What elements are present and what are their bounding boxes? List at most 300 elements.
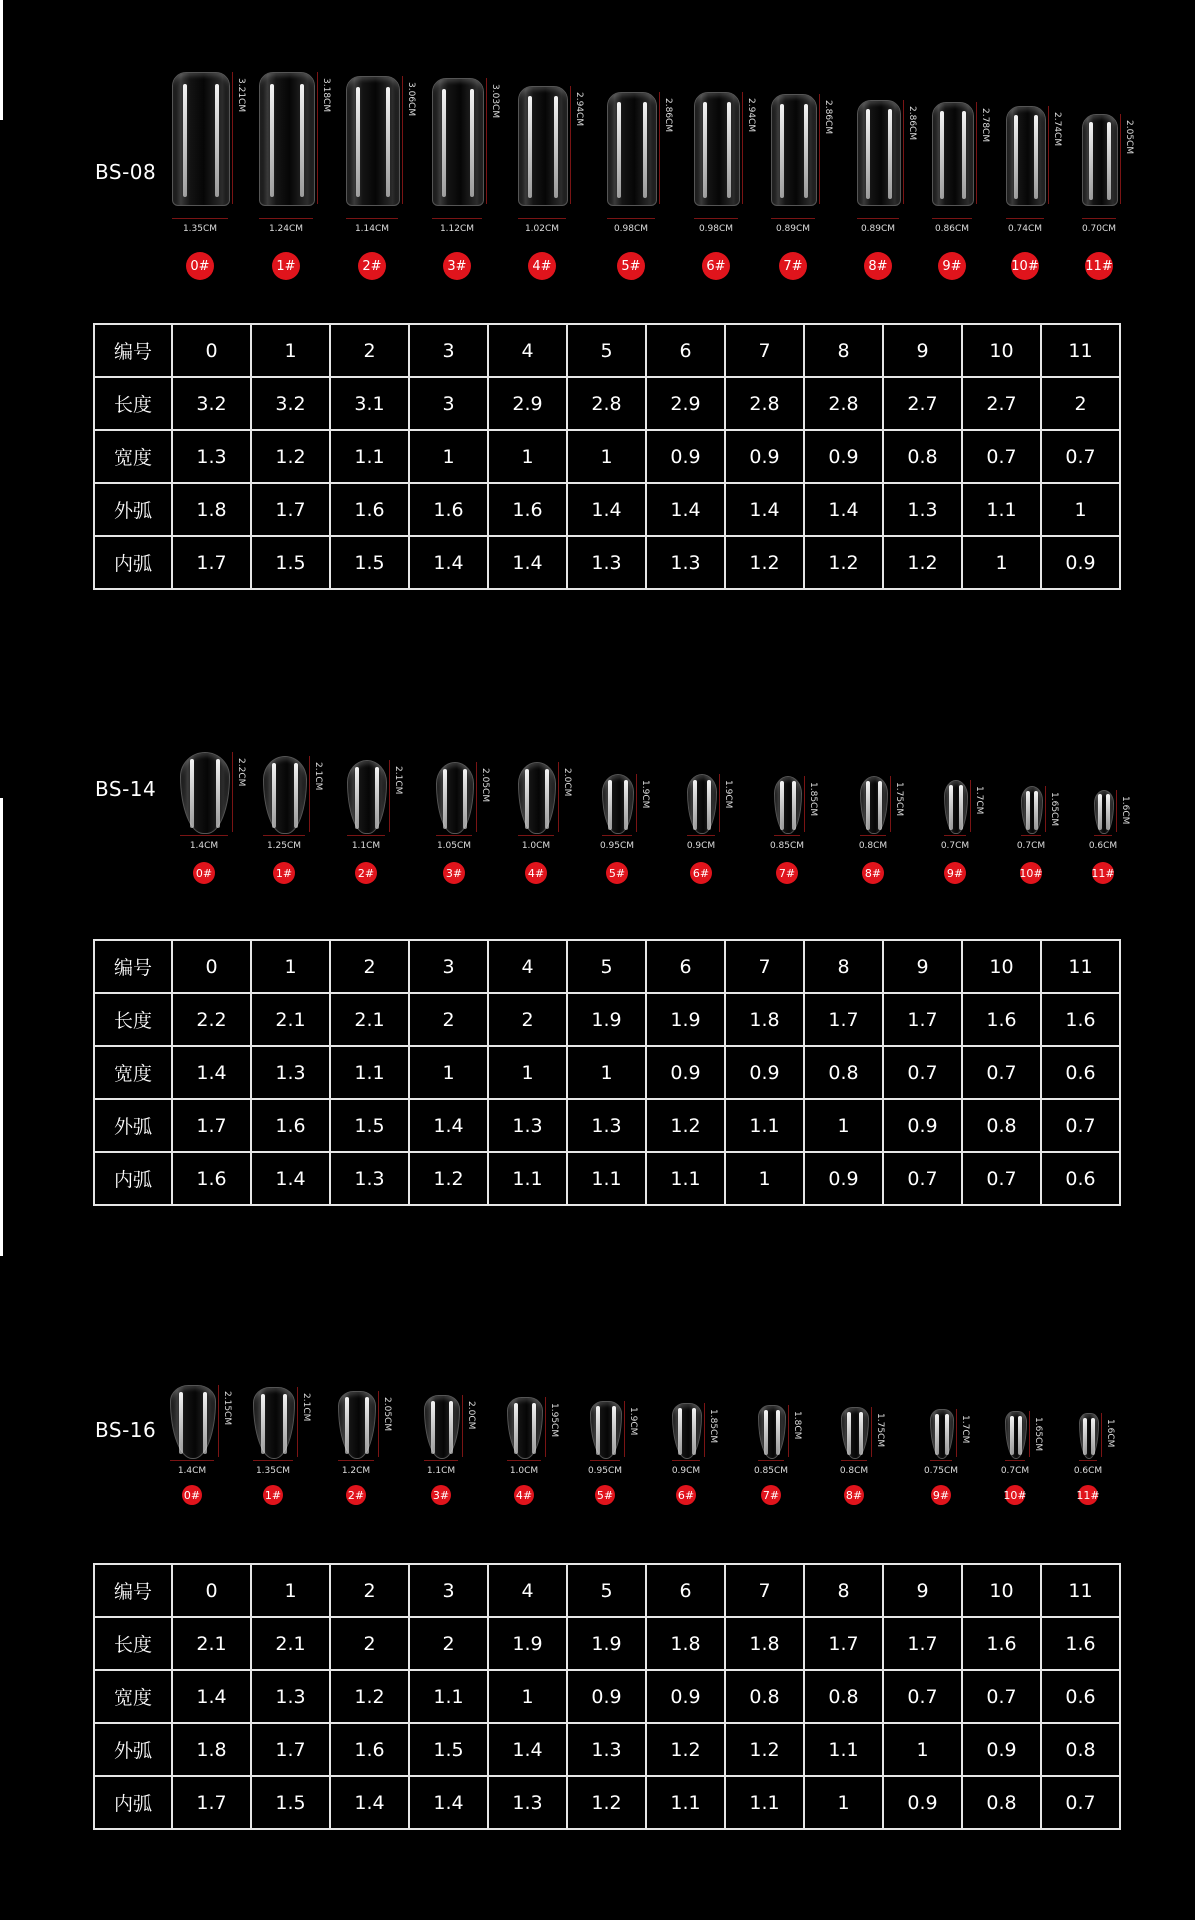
tip-highlight [345,1397,349,1454]
table-cell: 8 [804,940,883,993]
size-badge: 1# [273,862,295,884]
length-guide [402,76,403,204]
table-cell: 1 [567,430,646,483]
tip-highlight [449,1401,453,1454]
tip-highlight [804,104,808,199]
width-guide [338,1460,374,1461]
width-guide [590,1460,620,1461]
table-cell: 4 [488,1564,567,1617]
nail-tip-7 [774,776,802,834]
width-label: 0.74CM [1007,224,1043,234]
table-row [94,377,1120,430]
table-cell: 0.9 [725,1046,804,1099]
table-cell: 1.7 [883,1617,962,1670]
table-cell: 1.6 [330,483,409,536]
table-cell: 1.2 [725,1723,804,1776]
nail-tip-6 [672,1403,702,1459]
table-cell: 6 [646,940,725,993]
width-guide [771,218,815,219]
row-label: 编号 [94,940,172,993]
tip-highlight [431,1401,435,1454]
table-cell: 1.5 [409,1723,488,1776]
nail-tip-5 [602,774,634,834]
length-guide [232,72,233,204]
row-label: 编号 [94,324,172,377]
width-label: 1.02CM [524,224,560,234]
length-guide [570,86,571,204]
length-guide [218,1385,219,1457]
size-badge: 0# [193,862,215,884]
length-guide [232,752,233,832]
table-cell: 3.1 [330,377,409,430]
nail-tip-7 [758,1405,786,1459]
width-guide [347,835,385,836]
length-guide [558,762,559,832]
size-badge: 10# [1011,252,1039,280]
table-cell: 0.9 [883,1099,962,1152]
table-cell: 1.6 [251,1099,330,1152]
width-label: 1.0CM [509,1466,539,1476]
table-cell: 1 [409,1046,488,1099]
table-cell: 1 [804,1776,883,1829]
width-label: 0.7CM [940,841,970,851]
table-cell: 1.8 [646,1617,725,1670]
nail-tip-1 [263,756,307,834]
row-label: 外弧 [94,1723,172,1776]
width-guide [180,835,228,836]
table-cell: 5 [567,940,646,993]
length-guide [486,78,487,204]
length-label: 1.9CM [723,780,733,809]
width-guide [1082,218,1116,219]
size-badge: 0# [182,1485,202,1505]
table-cell: 8 [804,1564,883,1617]
table-cell: 1 [251,324,330,377]
width-guide [253,1460,293,1461]
tip-highlight [1026,791,1030,831]
width-label: 0.70CM [1081,224,1117,234]
nail-tip-8 [857,100,901,206]
width-label: 0.9CM [671,1466,701,1476]
table-cell: 1.2 [409,1152,488,1205]
table-cell: 1.2 [646,1723,725,1776]
size-badge: 4# [528,252,556,280]
table-cell: 0.8 [804,1670,883,1723]
size-badge: 7# [761,1485,781,1505]
length-label: 3.18CM [321,78,331,113]
length-guide [297,1387,298,1457]
tip-highlight [470,89,474,197]
table-cell: 1.3 [567,1723,646,1776]
tip-highlight [216,759,220,828]
length-label: 3.03CM [490,84,500,119]
length-label: 1.75CM [875,1413,885,1448]
size-badge: 6# [676,1485,696,1505]
size-badge: 2# [346,1485,366,1505]
tip-highlight [624,780,628,830]
width-guide [930,1460,952,1461]
length-guide [1101,1413,1102,1457]
table-cell: 0.7 [962,1046,1041,1099]
table-cell: 1 [804,1099,883,1152]
table-cell: 0.6 [1041,1670,1120,1723]
table-cell: 0.8 [804,1046,883,1099]
tip-highlight [514,1403,518,1455]
tip-highlight [1083,1418,1087,1456]
table-cell: 0.6 [1041,1152,1120,1205]
table-cell: 3 [409,324,488,377]
table-cell: 1.4 [409,1776,488,1829]
table-cell: 1.6 [1041,993,1120,1046]
nail-tip-4 [518,762,556,834]
length-guide [545,1397,546,1457]
width-guide [263,835,305,836]
size-badge: 5# [606,862,628,884]
size-badge: 5# [595,1485,615,1505]
table-cell: 7 [725,1564,804,1617]
table-cell: 1.5 [330,1099,409,1152]
nail-tip-3 [436,762,474,834]
tip-highlight [859,1412,863,1455]
width-guide [944,835,966,836]
tip-highlight [463,769,467,829]
table-row [94,324,1120,377]
size-badge: 8# [844,1485,864,1505]
table-cell: 1.1 [330,1046,409,1099]
model-label: BS-16 [95,1418,157,1442]
nail-tip-10 [1005,1411,1027,1459]
length-guide [819,94,820,204]
table-cell: 0.7 [1041,430,1120,483]
nail-tip-2 [338,1391,376,1459]
nail-tip-5 [590,1401,622,1459]
tip-highlight [356,87,360,197]
table-cell: 1 [883,1723,962,1776]
row-label: 编号 [94,1564,172,1617]
length-label: 2.86CM [823,100,833,135]
width-label: 0.75CM [923,1466,959,1476]
table-row [94,1617,1120,1670]
table-cell: 0.8 [962,1776,1041,1829]
tip-highlight [203,1392,207,1454]
table-cell: 1.4 [409,1099,488,1152]
width-guide [436,835,472,836]
table-cell: 0.8 [725,1670,804,1723]
width-label: 0.8CM [858,841,888,851]
tip-highlight [866,109,870,198]
nail-tip-0 [170,1385,216,1459]
table-row [94,1099,1120,1152]
tip-highlight [792,781,796,829]
width-label: 0.7CM [1000,1466,1030,1476]
tip-highlight [525,769,529,829]
length-label: 1.6CM [1120,796,1130,825]
table-cell: 9 [883,940,962,993]
tip-highlight [617,102,621,198]
tip-highlight [707,780,711,830]
table-cell: 1.3 [488,1776,567,1829]
table-cell: 1.3 [883,483,962,536]
table-cell: 0.7 [883,1670,962,1723]
row-label: 内弧 [94,1776,172,1829]
width-guide [607,218,655,219]
width-guide [507,1460,541,1461]
length-guide [788,1405,789,1457]
table-cell: 2 [330,940,409,993]
width-guide [432,218,482,219]
table-cell: 1.9 [567,993,646,1046]
table-cell: 1.4 [567,483,646,536]
length-guide [871,1407,872,1457]
width-label: 0.98CM [698,224,734,234]
table-cell: 1.3 [251,1046,330,1099]
width-label: 0.85CM [769,841,805,851]
size-badge: 1# [272,252,300,280]
tip-highlight [847,1412,851,1455]
table-cell: 1.1 [488,1152,567,1205]
width-guide [758,1460,784,1461]
table-cell: 2.1 [251,1617,330,1670]
length-guide [804,776,805,832]
length-guide [976,102,977,204]
row-label: 内弧 [94,1152,172,1205]
width-label: 0.95CM [587,1466,623,1476]
tip-highlight [1010,1416,1014,1456]
size-badge: 3# [443,862,465,884]
length-guide [1029,1411,1030,1457]
tip-highlight [215,84,219,198]
table-cell: 1 [409,430,488,483]
length-guide [659,92,660,204]
nail-tip-0 [172,72,230,206]
width-guide [518,835,554,836]
table-cell: 1.6 [1041,1617,1120,1670]
tip-highlight [878,781,882,829]
table-row [94,940,1120,993]
width-guide [672,1460,700,1461]
table-cell: 2 [409,993,488,1046]
width-label: 1.0CM [521,841,551,851]
table-cell: 0.9 [646,1046,725,1099]
table-cell: 2 [330,324,409,377]
length-label: 3.06CM [406,82,416,117]
length-guide [624,1401,625,1457]
table-row [94,483,1120,536]
table-cell: 2.1 [330,993,409,1046]
length-label: 1.65CM [1033,1417,1043,1452]
nail-tip-6 [694,92,740,206]
nail-tip-3 [424,1395,460,1459]
table-cell: 1.3 [567,1099,646,1152]
table-cell: 0.9 [804,430,883,483]
table-cell: 2 [330,1617,409,1670]
table-cell: 1.1 [646,1776,725,1829]
nail-tip-3 [432,78,484,206]
row-label: 外弧 [94,483,172,536]
row-label: 外弧 [94,1099,172,1152]
length-label: 2.1CM [393,766,403,795]
table-cell: 2.1 [251,993,330,1046]
table-cell: 1.8 [725,1617,804,1670]
table-cell: 1.3 [330,1152,409,1205]
table-cell: 1.4 [409,536,488,589]
table-cell: 1.4 [804,483,883,536]
nail-tip-9 [930,1409,954,1459]
table-cell: 1.7 [804,993,883,1046]
table-cell: 4 [488,324,567,377]
table-cell: 11 [1041,1564,1120,1617]
table-cell: 1.1 [962,483,1041,536]
table-cell: 8 [804,324,883,377]
length-label: 2.05CM [480,768,490,803]
table-cell: 1 [488,1046,567,1099]
size-badge: 0# [186,252,214,280]
table-cell: 2 [1041,377,1120,430]
width-guide [1094,835,1112,836]
size-badge: 5# [617,252,645,280]
length-label: 1.95CM [549,1403,559,1438]
table-cell: 0.8 [883,430,962,483]
table-cell: 1.7 [883,993,962,1046]
tip-highlight [643,102,647,198]
table-cell: 1.6 [962,993,1041,1046]
width-label: 1.12CM [439,224,475,234]
tip-highlight [375,767,379,829]
tip-highlight [1091,1418,1095,1456]
table-cell: 2.8 [567,377,646,430]
width-guide [774,835,800,836]
table-cell: 0.9 [962,1723,1041,1776]
tip-highlight [1106,794,1110,830]
nail-tip-1 [253,1387,295,1459]
tip-highlight [612,1406,616,1454]
table-cell: 0 [172,1564,251,1617]
length-guide [704,1403,705,1457]
table-cell: 1.5 [251,536,330,589]
tip-highlight [1089,122,1093,199]
size-badge: 7# [776,862,798,884]
tip-highlight [780,781,784,829]
length-guide [1120,114,1121,204]
size-badge: 11# [1092,862,1114,884]
size-badge: 11# [1078,1485,1098,1505]
table-cell: 1 [251,1564,330,1617]
nail-tip-7 [771,94,817,206]
length-guide [462,1395,463,1457]
table-cell: 4 [488,940,567,993]
table-cell: 1 [488,430,567,483]
width-label: 1.1CM [426,1466,456,1476]
table-cell: 7 [725,324,804,377]
table-cell: 1.2 [567,1776,646,1829]
tip-highlight [678,1408,682,1454]
width-label: 1.2CM [341,1466,371,1476]
length-label: 1.7CM [974,786,984,815]
table-cell: 1.7 [804,1617,883,1670]
length-label: 1.6CM [1105,1419,1115,1448]
width-label: 1.25CM [266,841,302,851]
length-label: 2.1CM [313,762,323,791]
table-cell: 1.8 [172,483,251,536]
tip-highlight [940,111,944,199]
row-label: 长度 [94,377,172,430]
table-cell: 10 [962,1564,1041,1617]
table-cell: 0.9 [1041,536,1120,589]
size-badge: 7# [779,252,807,280]
tip-highlight [355,767,359,829]
tip-highlight [693,780,697,830]
tip-highlight [386,87,390,197]
nail-tip-10 [1021,786,1043,834]
table-cell: 2 [488,993,567,1046]
width-guide [170,1460,214,1461]
nail-tip-11 [1094,790,1114,834]
table-cell: 1.7 [251,483,330,536]
width-label: 1.35CM [255,1466,291,1476]
table-row [94,1723,1120,1776]
table-cell: 1 [251,940,330,993]
tip-highlight [554,96,558,197]
table-cell: 0.7 [962,1152,1041,1205]
table-cell: 1.1 [725,1099,804,1152]
row-label: 长度 [94,1617,172,1670]
tip-highlight [1107,122,1111,199]
tip-highlight [1018,1416,1022,1456]
length-guide [970,780,971,832]
table-cell: 1.5 [330,536,409,589]
table-cell: 1.9 [567,1617,646,1670]
length-label: 1.75CM [894,782,904,817]
table-row [94,536,1120,589]
table-row [94,1046,1120,1099]
nail-tip-6 [687,774,717,834]
table-cell: 1.4 [725,483,804,536]
table-cell: 2.8 [804,377,883,430]
size-badge: 9# [931,1485,951,1505]
nail-tip-2 [346,76,400,206]
table-cell: 1.3 [646,536,725,589]
table-cell: 3.2 [251,377,330,430]
length-guide [1116,790,1117,832]
tip-highlight [703,102,707,198]
length-guide [719,774,720,832]
width-label: 0.9CM [686,841,716,851]
table-cell: 1.1 [409,1670,488,1723]
edge-mark [0,798,3,1256]
table-row [94,1670,1120,1723]
table-cell: 1 [1041,483,1120,536]
row-label: 长度 [94,993,172,1046]
table-cell: 1.5 [251,1776,330,1829]
nail-tip-11 [1082,114,1118,206]
table-cell: 7 [725,940,804,993]
model-label: BS-08 [95,160,157,184]
width-label: 1.35CM [182,224,218,234]
length-guide [636,774,637,832]
table-cell: 2.7 [962,377,1041,430]
length-label: 1.65CM [1049,792,1059,827]
length-label: 2.86CM [663,98,673,133]
table-row [94,993,1120,1046]
width-label: 0.7CM [1016,841,1046,851]
width-guide [932,218,972,219]
tip-highlight [1034,791,1038,831]
tip-highlight [727,102,731,198]
length-guide [890,776,891,832]
tip-highlight [532,1403,536,1455]
width-label: 1.4CM [189,841,219,851]
tip-highlight [261,1394,265,1454]
